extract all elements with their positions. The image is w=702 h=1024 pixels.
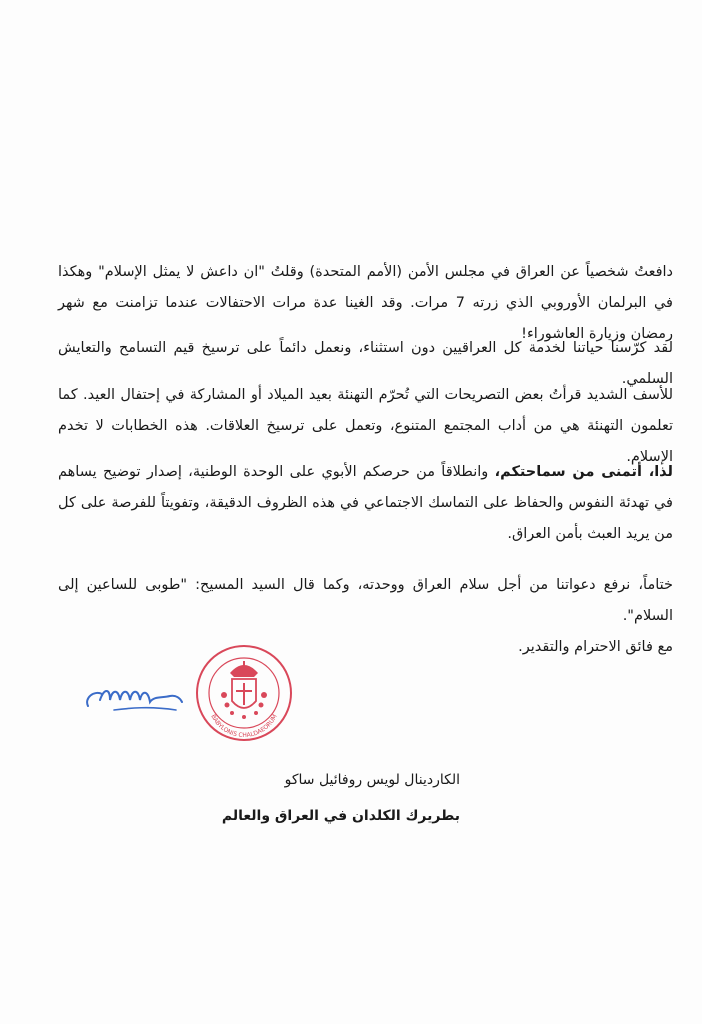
handwritten-signature <box>80 676 190 722</box>
paragraph-1: دافعتُ شخصياً عن العراق في مجلس الأمن (الأمم المتحدة) وقلتُ "ان داعش لا يمثل الإسلام" وهكذا في البرلمان الأوروبي الذي زرته 7 مرات. وقد الغينا عدة مرات الاحتفالات عندما تزامنت مع شهر رمضان وزيارة العاشوراء! <box>58 263 673 342</box>
patriarchal-seal <box>194 643 294 743</box>
paragraph-2: لقد كرّسنا حياتنا لخدمة كل العراقيين دون استثناء، ونعمل دائماً على ترسيخ قيم التسامح والتعايش السلمي. <box>58 339 673 387</box>
paragraph-4-bold: لذا، أتمنى من سماحتكم، <box>494 463 673 480</box>
signatory-name: الكاردينال لويس روفائيل ساكو <box>284 772 460 788</box>
paragraph-5: ختاماً، نرفع دعواتنا من أجل سلام العراق ووحدته، وكما قال السيد المسيح: "طوبى للساعين إلى السلام". <box>58 576 673 624</box>
closing-line: مع فائق الاحترام والتقدير. <box>518 638 673 655</box>
svg-text:BABYLONIS CHALDAEORUM: BABYLONIS CHALDAEORUM <box>209 713 279 740</box>
paragraph-4-rest: وانطلاقاً من حرصكم الأبوي على الوحدة الوطنية، إصدار توضيح يساهم في تهدئة النفوس والحفاظ على التماسك الاجتماعي في هذه الظروف الدقيقة، وتفويتاً للفرصة على كل من يريد العبث بأمن العراق. <box>58 463 673 542</box>
signatory-title: بطريرك الكلدان في العراق والعالم <box>221 808 460 824</box>
paragraph-3: للأسف الشديد قرأتُ بعض التصريحات التي تُحرّم التهنئة بعيد الميلاد أو المشاركة في إحتفال العيد. كما تعلمون التهنئة هي من أداب المجتمع المتنوع، وتعمل على ترسيخ العلاقات. هذه الخطابات لا تخدم الإسلام. <box>58 386 673 465</box>
paragraph-4 <box>58 457 673 550</box>
